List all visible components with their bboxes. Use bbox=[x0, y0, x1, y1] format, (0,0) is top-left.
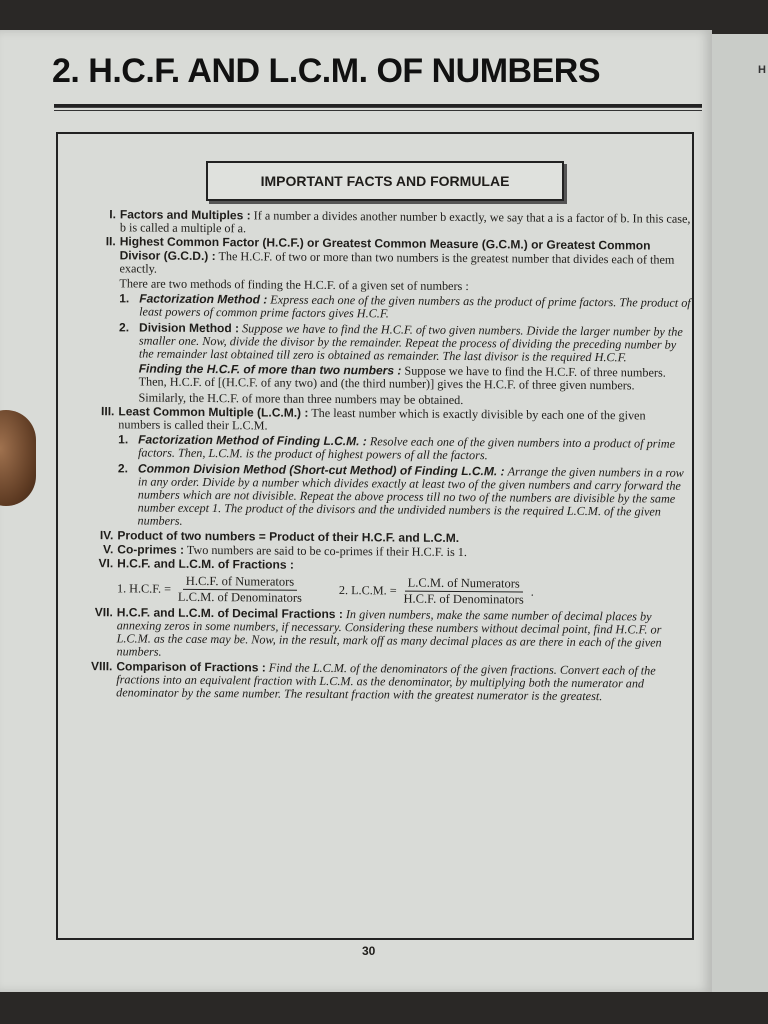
section-title: Comparison of Fractions : bbox=[116, 658, 266, 674]
thumb bbox=[0, 410, 36, 506]
fraction-numerator: L.C.M. of Numerators bbox=[405, 577, 523, 593]
section-number: VII. bbox=[94, 604, 113, 619]
fraction-numerator: H.C.F. of Numerators bbox=[183, 575, 297, 591]
next-page-fragment: H bbox=[758, 64, 766, 76]
hcf-fraction-formula bbox=[117, 575, 305, 606]
formula-label: 1. H.C.F. = bbox=[116, 581, 172, 597]
title-rule-thin bbox=[54, 110, 702, 111]
fraction bbox=[175, 575, 305, 605]
lcm-method-common-division bbox=[117, 462, 690, 533]
method-text: Suppose we have to find the H.C.F. of two given numbers. Divide the larger number by the smaller one. Now, divide the divisor by the remainder. Repeat the process of dividing the preceding number by the remainder last obtained till zero is obtained as remainder. The last divisor is the required H.C.F. bbox=[138, 320, 683, 365]
section-number: II. bbox=[105, 234, 116, 249]
section-fractions bbox=[75, 557, 689, 608]
section-title: Factors and Multiples : bbox=[119, 207, 251, 223]
method-title: Division Method : bbox=[139, 320, 240, 335]
method-title: Common Division Method (Short-cut Method) of Finding L.C.M. : bbox=[137, 461, 505, 479]
hcf-intro: There are two methods of finding the H.C.F. of a given set of numbers : bbox=[119, 276, 469, 294]
section-title: Least Common Multiple (L.C.M.) : bbox=[118, 404, 309, 420]
section-title: Co-primes : bbox=[117, 542, 185, 557]
method-number: 2. bbox=[117, 460, 129, 476]
section-text: Find the L.C.M. of the denominators of the given fractions. Convert each of the fractions into an equivalent fraction with L.C.M. as the denominator, by multiplying both the numerator and denominator by the same number. The resultant fraction with the greatest numerator is the greatest. bbox=[116, 660, 656, 704]
section-text: The least number which is exactly divisible by each one of the given numbers is called their L.C.M. bbox=[118, 405, 646, 433]
next-page-edge bbox=[712, 34, 768, 992]
hcf-similarly: Similarly, the H.C.F. of more than three numbers may be obtained. bbox=[138, 390, 464, 407]
method-text: Express each one of the given numbers as the product of prime factors. The product of least powers of common prime factors gives H.C.F. bbox=[139, 292, 691, 321]
section-title: H.C.F. and L.C.M. of Fractions : bbox=[117, 556, 294, 572]
method-title: Factorization Method of Finding L.C.M. : bbox=[138, 432, 367, 449]
section-number: VI. bbox=[98, 556, 114, 571]
method-number: 2. bbox=[119, 319, 130, 335]
section-text: In given numbers, make the same number of decimal places by annexing zeros in some numbers, if necessary. Considering these numbers without decimal point, find H.C.F. or L.C.M. as the case may be. Now, in the result, mark off as many decimal places as are there in each of the given numbers. bbox=[116, 606, 662, 659]
method-number: 1. bbox=[118, 432, 129, 447]
section-number: I. bbox=[109, 207, 117, 222]
section-number: VIII. bbox=[91, 658, 113, 673]
section-number: IV. bbox=[99, 527, 114, 542]
section-text: The H.C.F. of two or more than two numbers is the greatest number that divides each of them exactly. bbox=[119, 248, 675, 276]
section-number: III. bbox=[101, 404, 115, 419]
lcm-fraction-formula bbox=[339, 576, 534, 607]
fraction-formulas bbox=[117, 575, 689, 609]
page-number: 30 bbox=[362, 944, 376, 958]
method-text: Resolve each one of the given numbers into a product of prime factors. Then, L.C.M. is the product of highest powers of all the factors. bbox=[138, 434, 676, 463]
section-title: H.C.F. and L.C.M. of Decimal Fractions : bbox=[116, 605, 343, 621]
title-rule bbox=[54, 104, 702, 108]
section-text: If a number a divides another number b exactly, we say that a is a factor of b. In this case, b is called a multiple of a. bbox=[119, 208, 691, 236]
hcf-method-division bbox=[118, 321, 691, 409]
section-decimal-fractions bbox=[74, 606, 688, 664]
section-comparison-fractions bbox=[74, 659, 688, 703]
section-number: V. bbox=[103, 542, 114, 557]
facts-heading: IMPORTANT FACTS AND FORMULAE bbox=[260, 173, 510, 189]
facts-heading-box bbox=[206, 161, 564, 201]
content bbox=[74, 208, 692, 705]
hcf-more-numbers bbox=[139, 363, 691, 394]
section-text: Two numbers are said to be co-primes if their H.C.F. is 1. bbox=[186, 542, 468, 559]
formula-end: . bbox=[530, 584, 534, 599]
section-title: Product of two numbers = Product of their H.C.F. and L.C.M. bbox=[117, 527, 460, 545]
method-title: Factorization Method : bbox=[139, 291, 268, 307]
fraction-denominator: H.C.F. of Denominators bbox=[403, 592, 524, 607]
chapter-title: 2. H.C.F. AND L.C.M. OF NUMBERS bbox=[52, 52, 601, 90]
lcm-method-factorization bbox=[118, 434, 690, 465]
section-title: Highest Common Factor (H.C.F.) or Greatest Common Measure (G.C.M.) or Greatest Common Divisor (G.C.D.) : bbox=[119, 234, 651, 263]
formula-label: 2. L.C.M. = bbox=[338, 583, 397, 598]
method-number: 1. bbox=[119, 291, 130, 306]
fraction bbox=[400, 577, 526, 607]
fraction-denominator: L.C.M. of Denominators bbox=[177, 590, 302, 606]
hcf-method-factorization bbox=[119, 293, 691, 324]
more-text: Suppose we have to find the H.C.F. of three numbers. Then, H.C.F. of [(H.C.F. of any two) and (the third number)] gives the H.C.F. of three given numbers. bbox=[138, 363, 666, 393]
method-text: Arrange the given numbers in a row in any order. Divide by a number which divides exactly at least two of the given numbers and carry forward the numbers which are not divisible. Repeat the above process till no two of the numbers are divisible by the same number except 1. The product of the divisors and the undivided numbers is the required L.C.M. of the given numbers. bbox=[137, 464, 684, 529]
more-title: Finding the H.C.F. of more than two numbers : bbox=[138, 361, 402, 378]
section-lcm bbox=[75, 405, 690, 533]
section-hcf bbox=[76, 235, 691, 408]
